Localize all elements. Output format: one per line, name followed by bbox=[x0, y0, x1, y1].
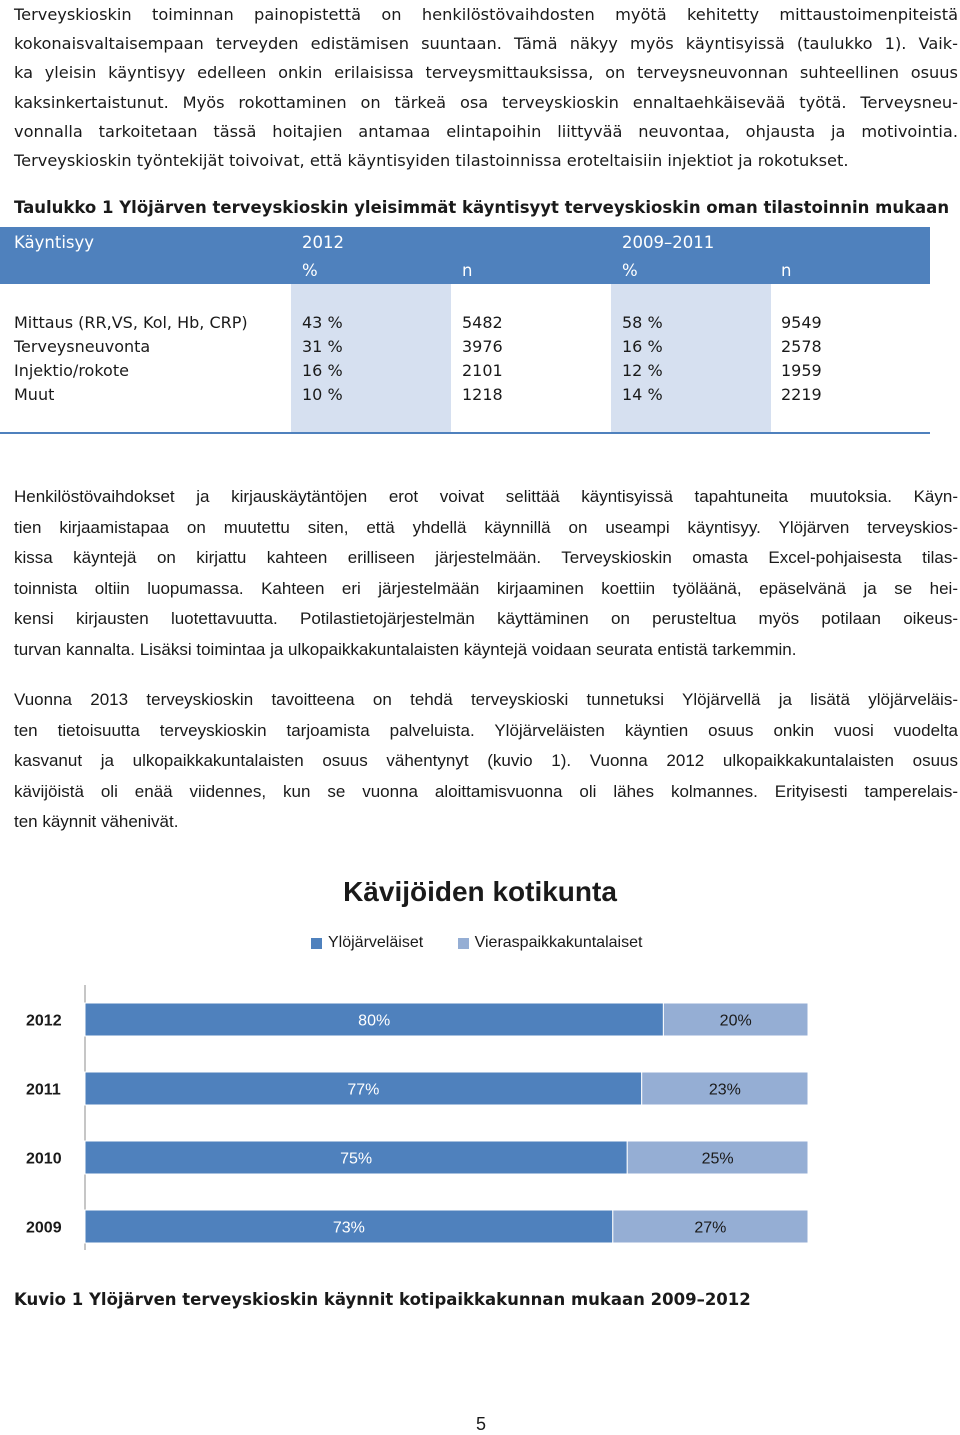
page-number: 5 bbox=[476, 1414, 487, 1434]
data-label: 23% bbox=[708, 1081, 741, 1099]
text-line: Henkilöstövaihdokset ja kirjauskäytäntöjen erot voivat selittää käyntisyissä tapahtuneita muutoksia. Käyn- bbox=[14, 487, 958, 506]
text-line: kävijöistä oli enää viidennes, kun se vuonna aloittamisvuonna oli lähes kolmannes. Erityisesti tamperelais- bbox=[14, 781, 958, 801]
data-label: 27% bbox=[694, 1219, 727, 1237]
cell-p2-pct: 16 % bbox=[622, 337, 663, 356]
category-label: 2011 bbox=[26, 1081, 61, 1099]
header-period-2009-2011: 2009–2011 bbox=[622, 233, 715, 252]
cell-p1-n: 1218 bbox=[462, 385, 503, 404]
row-label-terveysneuvonta: Terveysneuvonta bbox=[14, 337, 151, 356]
header-pct-2012: % bbox=[302, 261, 318, 280]
figure-caption: Kuvio 1 Ylöjärven terveyskioskin käynnit kotipaikkakunnan mukaan 2009–2012 bbox=[14, 1290, 751, 1309]
text-line: kasvanut ja ulkopaikkakuntalaisten osuus vähentynyt (kuvio 1). Vuonna 2012 ulkopaikkakuntalaisten osuus bbox=[14, 751, 958, 771]
column-band-pct-2012 bbox=[291, 284, 451, 433]
header-label: Käyntisyy bbox=[14, 233, 95, 252]
text-line: kissa käyntejä on kirjattu kahteen erilliseen järjestelmään. Terveyskioskin omasta Excel-pohjaisesta tilas- bbox=[14, 548, 958, 568]
cell-p1-pct: 31 % bbox=[302, 337, 343, 356]
text-line: Vuonna 2013 terveyskioskin tavoitteena on tehdä terveyskioski tunnetuksi Ylöjärvellä ja lisätä ylöjärveläis- bbox=[14, 690, 958, 709]
cell-p2-pct: 58 % bbox=[622, 313, 663, 332]
body-paragraph-2 bbox=[14, 482, 958, 666]
data-label: 73% bbox=[332, 1219, 365, 1237]
data-label: 77% bbox=[347, 1081, 380, 1099]
cell-p2-pct: 12 % bbox=[622, 361, 663, 380]
cell-p2-pct: 14 % bbox=[622, 385, 663, 404]
text-line: kaksinkertaistunut. Myös rokottaminen on tärkeä osa terveyskioskin ennaltaehkäisevää työtä. Terveysneu- bbox=[14, 92, 958, 112]
row-label-injektio: Injektio/rokote bbox=[14, 361, 129, 380]
text-line: ten käynnit vähenivät. bbox=[14, 812, 179, 832]
text-line: Terveyskioskin toiminnan painopistettä on henkilöstövaihdosten myötä kehitetty mittaustoimenpiteistä bbox=[14, 5, 958, 24]
data-label: 75% bbox=[340, 1150, 373, 1168]
row-label-muut: Muut bbox=[14, 385, 55, 404]
category-label: 2012 bbox=[26, 1012, 62, 1030]
text-line: vonnalla tarkoitetaan tässä hoitajien antamaa elintapoihin liittyvää neuvontaa, ohjausta ja motivointia. bbox=[14, 121, 958, 141]
category-label: 2010 bbox=[26, 1150, 62, 1168]
cell-p1-n: 3976 bbox=[462, 337, 503, 356]
text-line: kensi kirjausten luotettavuutta. Potilastietojärjestelmän käyttäminen on perusteltua myös potilaan oikeus- bbox=[14, 609, 958, 629]
legend-label: Ylöjärveläiset bbox=[328, 934, 424, 951]
header-pct-2009-2011: % bbox=[622, 261, 638, 280]
header-n-2009-2011: n bbox=[781, 261, 792, 280]
data-label: 20% bbox=[719, 1012, 752, 1030]
cell-p1-pct: 10 % bbox=[302, 385, 343, 404]
text-line: turvan kannalta. Lisäksi toimintaa ja ulkopaikkakuntalaisten käyntejä voidaan seurata entistä tarkemmin. bbox=[14, 639, 797, 659]
category-label: 2009 bbox=[26, 1219, 62, 1237]
cell-p1-pct: 43 % bbox=[302, 313, 343, 332]
row-label-mittaus: Mittaus (RR,VS, Kol, Hb, CRP) bbox=[14, 313, 248, 332]
table-caption: Taulukko 1 Ylöjärven terveyskioskin yleisimmät käyntisyyt terveyskioskin oman tilastoinnin mukaan bbox=[14, 198, 950, 217]
cell-p2-n: 1959 bbox=[781, 361, 822, 380]
data-label: 25% bbox=[701, 1150, 734, 1168]
visit-reasons-table bbox=[0, 227, 930, 433]
cell-p1-n: 5482 bbox=[462, 313, 503, 332]
column-band-pct-2009-2011 bbox=[611, 284, 771, 433]
text-line: ten tietoisuutta terveyskioskin tarjoamista palveluista. Ylöjärveläisten käyntien osuus onkin vuosi vuodelta bbox=[14, 720, 958, 740]
body-paragraph-3 bbox=[14, 685, 958, 838]
text-line: tien kirjaamistapaa on muutettu siten, että yhdellä käynnillä on useampi käyntisyy. Ylöjärven terveyskios- bbox=[14, 517, 958, 537]
cell-p2-n: 2578 bbox=[781, 337, 822, 356]
text-line: Terveyskioskin työntekijät toivoivat, että käyntisyiden tilastoinnissa eroteltaisiin injektiot ja rokotukset. bbox=[14, 151, 849, 171]
text-line: kokonaisvaltaisempaan terveyden edistämisen suuntaan. Tämä näkyy myös käyntisyissä (taulukko 1). Vaik- bbox=[14, 34, 958, 54]
chart-plot bbox=[0, 860, 960, 1280]
table-bottom-rule bbox=[0, 432, 930, 434]
text-line: ka yleisin käyntisyy edelleen onkin erilaisissa terveysmittauksissa, on terveysneuvonnan suhteellinen osuus bbox=[14, 63, 958, 83]
legend-label: Vieraspaikkakuntalaiset bbox=[474, 934, 643, 951]
chart-title: Kävijöiden kotikunta bbox=[343, 876, 617, 907]
cell-p1-pct: 16 % bbox=[302, 361, 343, 380]
cell-p2-n: 2219 bbox=[781, 385, 822, 404]
header-n-2012: n bbox=[462, 261, 473, 280]
cell-p2-n: 9549 bbox=[781, 313, 822, 332]
data-label: 80% bbox=[358, 1012, 391, 1030]
intro-paragraph bbox=[14, 0, 958, 175]
home-municipality-chart bbox=[0, 860, 960, 1280]
text-line: toinnista oltiin luopumassa. Kahteen eri järjestelmään kirjaaminen koettiin työläänä, epäselvänä ja se hei- bbox=[14, 578, 958, 598]
header-period-2012: 2012 bbox=[302, 233, 344, 252]
cell-p1-n: 2101 bbox=[462, 361, 503, 380]
